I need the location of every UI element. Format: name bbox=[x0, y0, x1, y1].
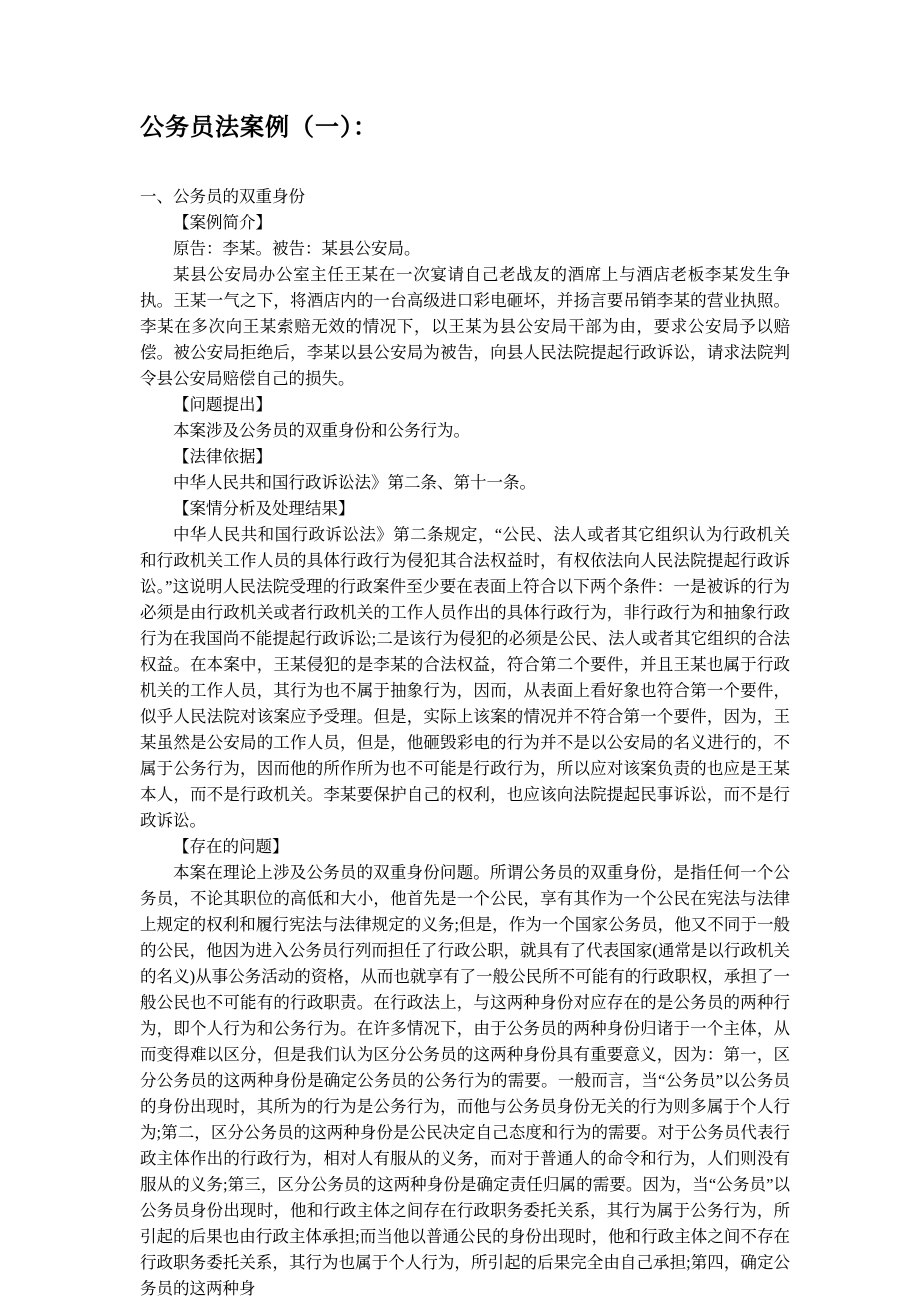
parties-line: 原告：李某。被告：某县公安局。 bbox=[173, 239, 421, 258]
section-heading: 一、公务员的双重身份 bbox=[140, 187, 305, 206]
case-intro-label: 【案例简介】 bbox=[173, 213, 272, 232]
problems-label: 【存在的问题】 bbox=[173, 837, 289, 856]
document-title: 公务员法案例（一）： bbox=[140, 115, 378, 141]
issue-label: 【问题提出】 bbox=[173, 395, 272, 414]
case-facts-paragraph: 某县公安局办公室主任王某在一次宴请自己老战友的酒席上与酒店老板李某发生争执。王某一气之下，将酒店内的一台高级进口彩电砸坏，并扬言要吊销李某的营业执照。李某在多次向王某索赔无效的情况下，以王某为县公安局干部为由，要求公安局予以赔偿。被公安局拒绝后，李某以县公安局为被告，向县人民法院提起行政诉讼，请求法院判令县公安局赔偿自己的损失。 bbox=[140, 265, 790, 388]
analysis-paragraph: 中华人民共和国行政诉讼法》第二条规定，“公民、法人或者其它组织认为行政机关和行政机关工作人员的具体行政行为侵犯其合法权益时，有权依法向人民法院提起行政诉讼。”这说明人民法院受理的行政案件至少要在表面上符合以下两个条件：一是被诉的行为必须是由行政机关或者行政机关的工作人员作出的具体行政行为，非行政行为和抽象行政行为在我国尚不能提起行政诉讼;二是该行为侵犯的必须是公民、法人或者其它组织的合法权益。在本案中，王某侵犯的是李某的合法权益，符合第二个要件，并且王某也属于行政机关的工作人员，其行为也不属于抽象行为，因而，从表面上看好象也符合第一个要件，似乎人民法院对该案应予受理。但是，实际上该案的情况并不符合第一个要件，因为，王某虽然是公安局的工作人员，但是，他砸毁彩电的行为并不是以公安局的名义进行的，不属于公务行为，因而他的所作所为也不可能是行政行为，所以应对该案负责的也应是王某本人，而不是行政机关。李某要保护自己的权利，也应该向法院提起民事诉讼，而不是行政诉讼。 bbox=[140, 525, 790, 830]
problems-paragraph: 本案在理论上涉及公务员的双重身份问题。所谓公务员的双重身份，是指任何一个公务员，不论其职位的高低和大小，他首先是一个公民，享有其作为一个公民在宪法与法律上规定的权利和履行宪法与法律规定的义务;但是，作为一个国家公务员，他又不同于一般的公民，他因为进入公务员行列而担任了行政公职，就具有了代表国家(通常是以行政机关的名义)从事公务活动的资格，从而也就享有了一般公民所不可能有的行政职权，承担了一般公民也不可能有的行政职责。在行政法上，与这两种身份对应存在的是公务员的两种行为，即个人行为和公务行为。在许多情况下，由于公务员的两种身份归诸于一个主体，从而变得难以区分，但是我们认为区分公务员的这两种身份具有重要意义，因为：第一，区分公务员的这两种身份是确定公务员的公务行为的需要。一般而言，当“公务员”以公务员的身份出现时，其所为的行为是公务行为，而他与公务员身份无关的行为则多属于个人行为;第二，区分公务员的这两种身份是公民决定自己态度和行为的需要。对于公务员代表行政主体作出的行政行为，相对人有服从的义务，而对于普通人的命令和行为，人们则没有服从的义务;第三，区分公务员的这两种身份是确定责任归属的需要。因为，当“公务员”以公务员身份出现时，他和行政主体之间存在行政职务委托关系，其行为属于公务行为，所引起的后果也由行政主体承担;而当他以普通公民的身份出现时，他和行政主体之间不存在行政职务委托关系，其行为也属于个人行为，所引起的后果完全由自己承担;第四，确定公务员的这两种身 bbox=[140, 863, 790, 1298]
analysis-label: 【案情分析及处理结果】 bbox=[173, 499, 355, 518]
legal-basis-paragraph: 中华人民共和国行政诉讼法》第二条、第十一条。 bbox=[173, 473, 536, 492]
issue-paragraph: 本案涉及公务员的双重身份和公务行为。 bbox=[173, 421, 470, 440]
legal-basis-label: 【法律依据】 bbox=[173, 447, 272, 466]
